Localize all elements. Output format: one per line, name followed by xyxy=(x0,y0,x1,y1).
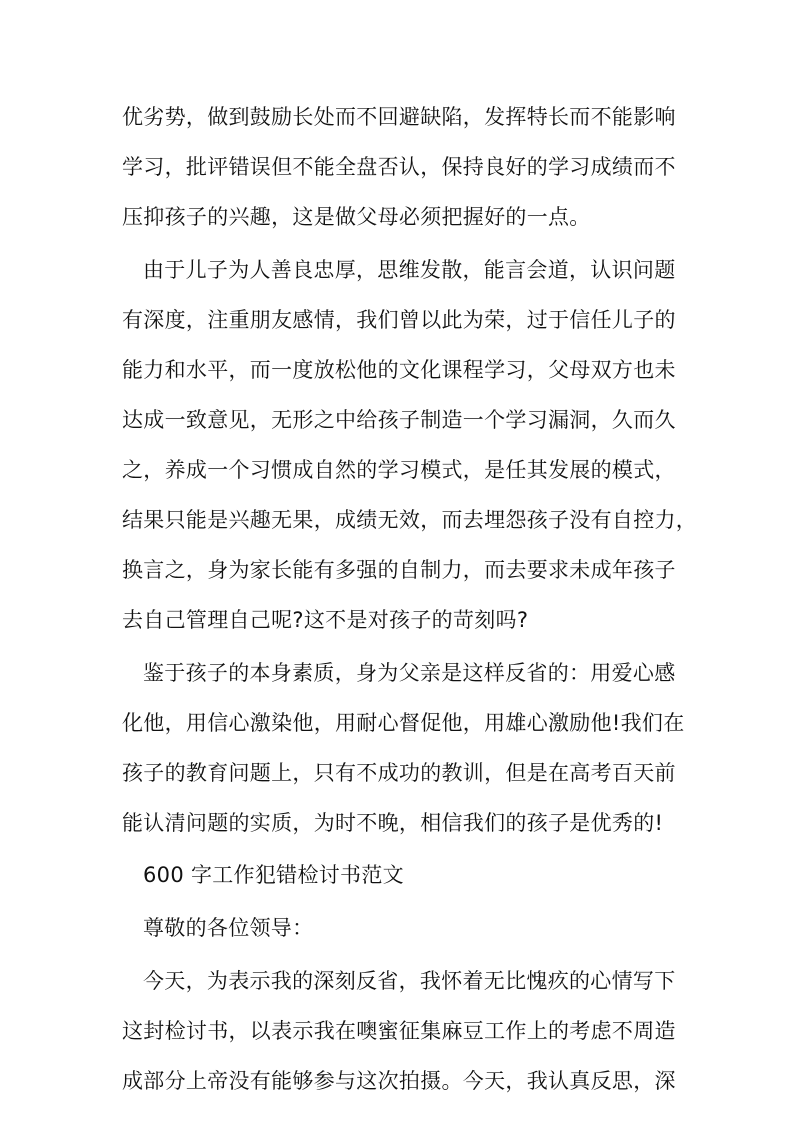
paragraph-1-line-2: 学习，批评错误但不能全盘否认，保持良好的学习成绩而不 xyxy=(122,155,676,179)
final-paragraph-line-3: 成部分上帝没有能够参与这次拍摄。今天，我认真反思，深 xyxy=(122,1069,676,1093)
paragraph-3-line-2: 化他，用信心激染他，用耐心督促他，用雄心激励他!我们在 xyxy=(122,711,685,735)
paragraph-1-line-3: 压抑孩子的兴趣，这是做父母必须把握好的一点。 xyxy=(122,205,591,229)
paragraph-1-line-1: 优劣势，做到鼓励长处而不回避缺陷，发挥特长而不能影响 xyxy=(122,105,676,129)
paragraph-3-line-3: 孩子的教育问题上，只有不成功的教训，但是在高考百天前 xyxy=(122,761,676,785)
final-paragraph-line-2: 这封检讨书，以表示我在噢蜜征集麻豆工作上的考虑不周造 xyxy=(122,1019,676,1043)
paragraph-2-line-8: 去自己管理自己呢?这不是对孩子的苛刻吗? xyxy=(122,608,529,632)
paragraph-3-line-1: 鉴于孩子的本身素质，身为父亲是这样反省的：用爱心感 xyxy=(143,661,676,685)
paragraph-2-line-7: 换言之，身为家长能有多强的自制力，而去要求未成年孩子 xyxy=(122,558,676,582)
paragraph-2-line-2: 有深度，注重朋友感情，我们曾以此为荣，过于信任儿子的 xyxy=(122,308,676,332)
paragraph-2-line-1: 由于儿子为人善良忠厚，思维发散，能言会道，认识问题 xyxy=(143,258,676,282)
salutation: 尊敬的各位领导： xyxy=(143,916,314,940)
section-title: 600 字工作犯错检讨书范文 xyxy=(143,863,404,887)
paragraph-2-line-6: 结果只能是兴趣无果，成绩无效，而去埋怨孩子没有自控力， xyxy=(122,508,698,532)
final-paragraph-line-1: 今天，为表示我的深刻反省，我怀着无比愧疚的心情写下 xyxy=(143,969,676,993)
paragraph-2-line-3: 能力和水平，而一度放松他的文化课程学习，父母双方也未 xyxy=(122,358,676,382)
paragraph-2-line-4: 达成一致意见，无形之中给孩子制造一个学习漏洞，久而久 xyxy=(122,408,676,432)
paragraph-2-line-5: 之，养成一个习惯成自然的学习模式，是任其发展的模式， xyxy=(122,458,676,482)
paragraph-3-line-4: 能认清问题的实质，为时不晚，相信我们的孩子是优秀的! xyxy=(122,811,664,835)
